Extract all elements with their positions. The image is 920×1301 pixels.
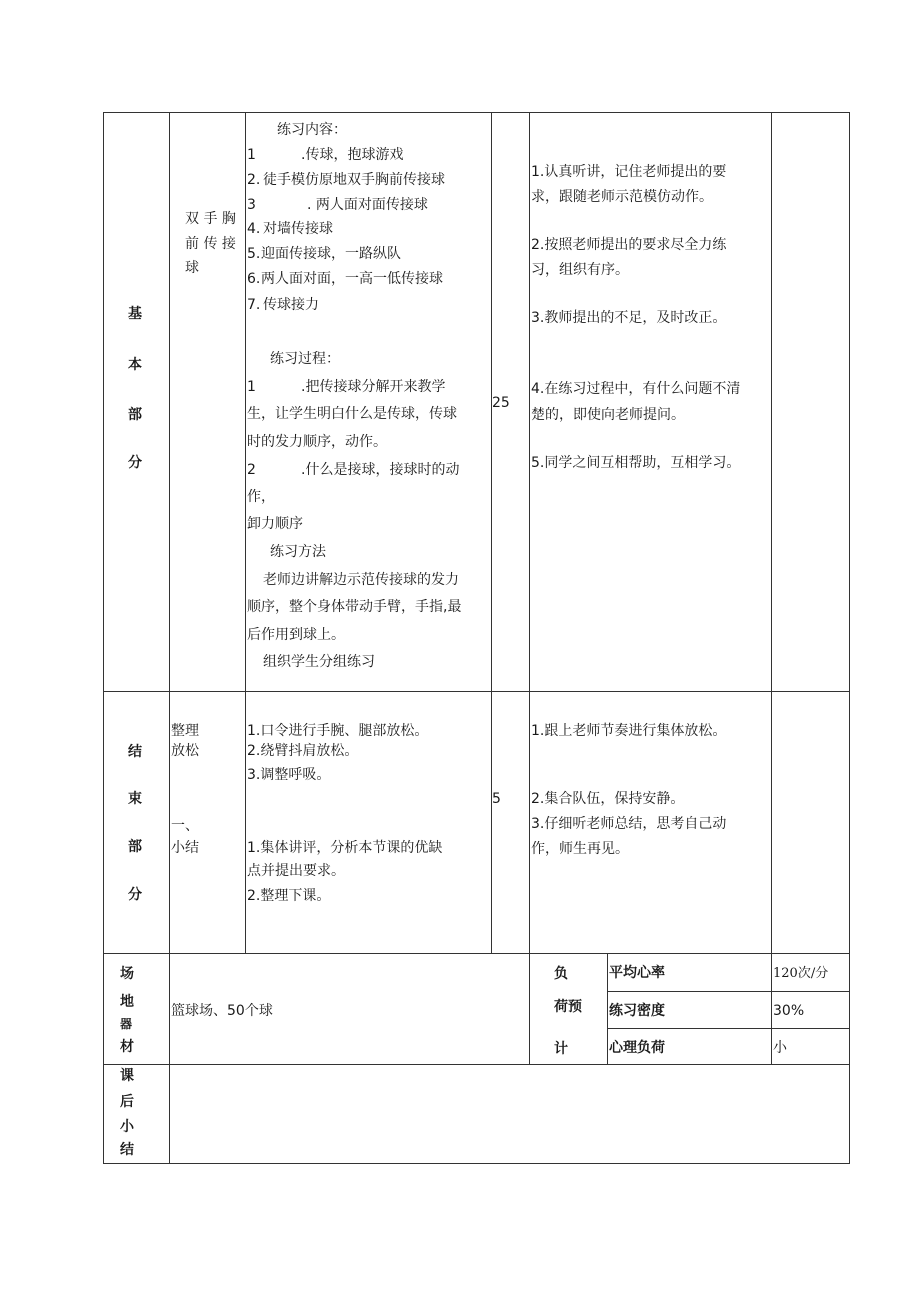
process-line: 作， [247, 489, 275, 505]
summary-label-char: 后 [120, 1094, 134, 1110]
student-line: 1.跟上老师节奏进行集体放松。 [531, 723, 727, 739]
content-item-text: 两人面对面，一高一低传接球 [261, 271, 443, 287]
rule [491, 112, 492, 954]
content-item-text: 迎面传接球，一路纵队 [261, 246, 401, 262]
content-item-text: 传球接力 [263, 297, 319, 313]
content-item-number: 7. [247, 297, 261, 313]
venue-label-char: 地 [120, 994, 134, 1010]
topic-line: 前 传 接 [185, 236, 236, 252]
venue-label-char: 场 [120, 966, 134, 982]
load-metric-value: 30% [773, 1003, 805, 1019]
section-label-char: 本 [128, 357, 142, 373]
topic-line: 一、 [171, 818, 199, 834]
load-metric-value: 小 [773, 1040, 787, 1056]
load-metric-value: 120次/分 [773, 966, 829, 981]
topic-line: 球 [185, 260, 199, 276]
student-line: 2.集合队伍，保持安静。 [531, 791, 685, 807]
method-line: 老师边讲解边示范传接球的发力 [263, 572, 459, 588]
student-line: 楚的，即使向老师提问。 [531, 407, 685, 423]
section-label-char: 束 [128, 791, 142, 807]
end-content-line: 点并提出要求。 [247, 863, 345, 879]
method-heading: 练习方法 [270, 544, 326, 560]
summary-label-char: 课 [120, 1068, 134, 1084]
topic-line: 双 手 胸 [185, 211, 236, 227]
end-content-line: 2.绕臂抖肩放松。 [247, 743, 359, 759]
venue-label-char: 器 [120, 1018, 133, 1030]
content-item-text: 对墙传接球 [263, 221, 333, 237]
content-item-number: 3 [247, 197, 256, 213]
venue-value: 篮球场、50个球 [171, 1003, 273, 1019]
rule [103, 1064, 850, 1065]
end-content-line: 1.口令进行手腕、腿部放松。 [247, 723, 429, 739]
student-line: 2.按照老师提出的要求尽全力练 [531, 237, 727, 253]
rule [771, 112, 772, 1064]
student-line: 3.教师提出的不足，及时改正。 [531, 310, 727, 326]
topic-line: 整理 [171, 723, 199, 739]
content-item-number: 5. [247, 246, 261, 262]
rule [103, 112, 850, 113]
student-line: 5.同学之间互相帮助，互相学习。 [531, 455, 741, 471]
student-line: 求，跟随老师示范模仿动作。 [531, 189, 713, 205]
process-number: 2 [247, 462, 256, 478]
student-line: 习，组织有序。 [531, 262, 629, 278]
topic-line: 放松 [171, 743, 199, 759]
student-line: 1.认真听讲，记住老师提出的要 [531, 164, 727, 180]
topic-line: 小结 [171, 840, 199, 856]
load-label-char: 荷预 [554, 999, 582, 1015]
content-item-text: .传球，抱球游戏 [301, 147, 404, 163]
process-line: 生，让学生明白什么是传球，传球 [247, 406, 457, 422]
method-line: 顺序，整个身体带动手臂，手指,最 [247, 599, 462, 615]
student-line: 4.在练习过程中，有什么问题不清 [531, 381, 741, 397]
method-line: 后作用到球上。 [247, 627, 345, 643]
load-metric-name: 练习密度 [609, 1003, 665, 1019]
rule [849, 112, 850, 1164]
rule [529, 112, 530, 1064]
content-item-number: 6. [247, 271, 261, 287]
summary-label-char: 结 [120, 1142, 134, 1158]
end-content-line: 2.整理下课。 [247, 888, 331, 904]
summary-label-char: 小 [120, 1119, 134, 1135]
process-line: 时的发力顺序，动作。 [247, 434, 387, 450]
process-line: .把传接球分解开来教学 [301, 379, 446, 395]
end-content-line: 1.集体讲评，分析本节课的优缺 [247, 840, 443, 856]
organize-line: 组织学生分组练习 [263, 654, 375, 670]
rule [103, 112, 104, 1164]
rule [169, 112, 170, 1164]
rule [103, 1163, 850, 1164]
section-label-char: 结 [128, 744, 142, 760]
rule [607, 1028, 850, 1029]
process-heading: 练习过程： [270, 351, 340, 367]
rule [607, 953, 608, 1065]
student-line: 作，师生再见。 [531, 841, 629, 857]
content-heading: 练习内容： [277, 122, 347, 138]
time-value: 5 [492, 791, 501, 807]
end-content-line: 3.调整呼吸。 [247, 767, 331, 783]
content-item-text: 徒手模仿原地双手胸前传接球 [263, 172, 445, 188]
load-label-char: 负 [554, 966, 568, 982]
process-line: 卸力顺序 [247, 516, 303, 532]
time-value: 25 [492, 395, 510, 411]
load-metric-name: 平均心率 [609, 965, 665, 981]
content-item-number: 4. [247, 221, 261, 237]
section-label-char: 部 [128, 407, 142, 423]
rule [103, 691, 850, 692]
section-label-char: 基 [128, 306, 142, 322]
load-metric-name: 心理负荷 [609, 1040, 665, 1056]
content-item-number: 1 [247, 147, 256, 163]
content-item-number: 2. [247, 172, 261, 188]
section-label-char: 分 [128, 455, 142, 471]
process-number: 1 [247, 379, 256, 395]
process-line: .什么是接球，接球时的动 [301, 462, 460, 478]
venue-label-char: 材 [120, 1039, 134, 1055]
rule [607, 991, 850, 992]
section-label-char: 分 [128, 887, 142, 903]
student-line: 3.仔细听老师总结，思考自己动 [531, 816, 727, 832]
rule [103, 953, 850, 954]
rule [245, 112, 246, 954]
content-item-text: . 两人面对面传接球 [307, 197, 428, 213]
section-label-char: 部 [128, 839, 142, 855]
load-label-char: 计 [554, 1041, 568, 1057]
